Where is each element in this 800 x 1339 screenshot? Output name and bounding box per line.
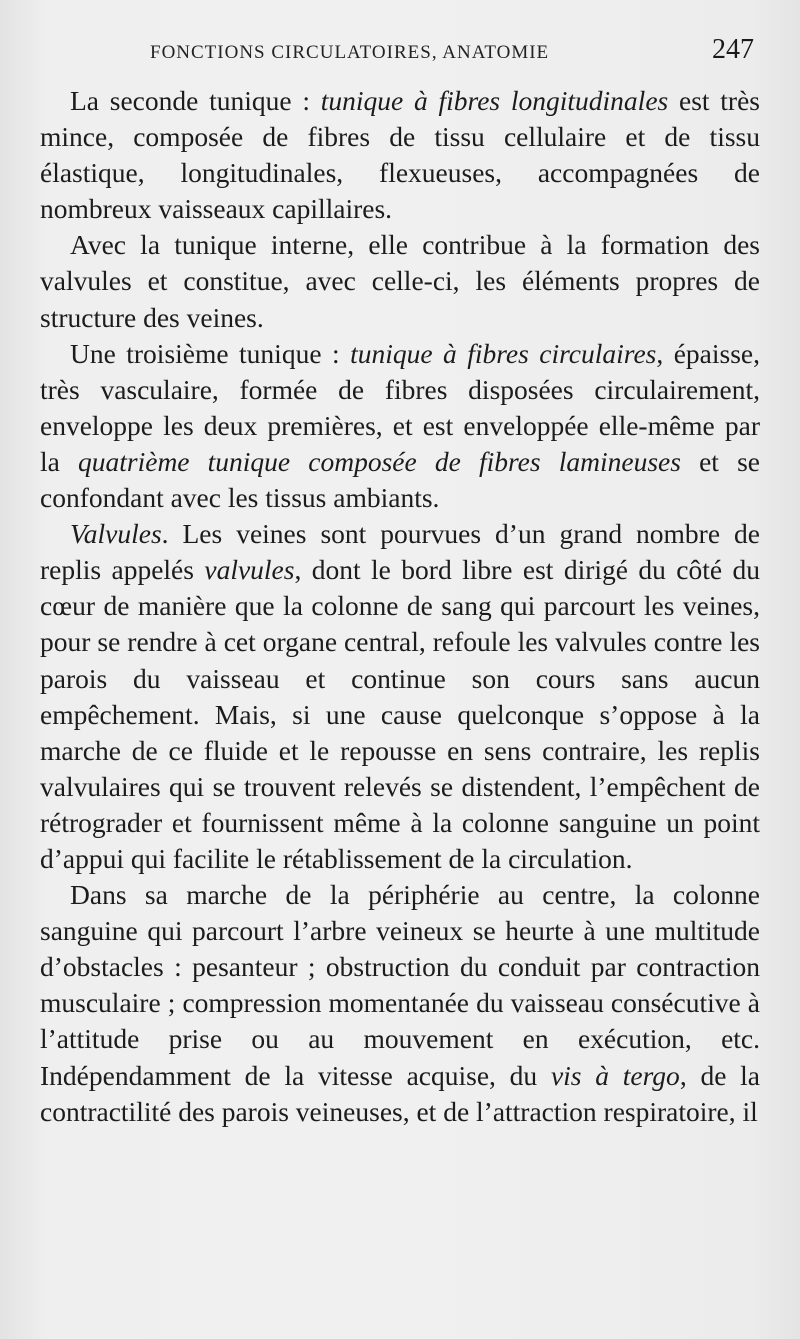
text-run: . Les veines sont pourvues d’un grand nombre de replis appelés bbox=[40, 518, 760, 586]
italic-term: vis à tergo bbox=[550, 1059, 680, 1091]
page-header bbox=[40, 34, 760, 74]
paragraph-venous-flow bbox=[40, 877, 760, 1130]
paragraph-second-tunic bbox=[40, 83, 760, 227]
paragraph-valvules bbox=[40, 516, 760, 877]
text-run: , épaisse, très vasculaire, formée de fibres disposées circulairement, enveloppe les deux premières, et est enveloppée elle-même par la bbox=[40, 337, 760, 477]
italic-term: tunique à fibres longitudinales bbox=[320, 85, 669, 116]
text-run: et se confondant avec les tissus ambiants. bbox=[40, 445, 760, 514]
italic-term: valvules bbox=[204, 554, 295, 586]
paragraph-internal-tunic bbox=[40, 227, 760, 335]
paragraph-third-tunic bbox=[40, 336, 760, 516]
text-run: Une troisième tunique : bbox=[70, 337, 351, 369]
text-run: Dans sa marche de la périphérie au centre, la colonne sanguine qui parcourt l’arbre veineux se heurte à une multitude d’obstacles : pesanteur ; obstruction du conduit par contraction musculaire ; compression momentanée du vaisseau consécutive à l’attitude prise ou au mouvement en exécution, etc. Indépendamment de la vitesse acquise, du bbox=[40, 879, 760, 1091]
running-title: FONCTIONS CIRCULATOIRES, ANATOMIE bbox=[150, 42, 550, 63]
italic-term: quatrième tunique composée de fibres lamineuses bbox=[78, 445, 681, 477]
text-run: La seconde tunique : bbox=[70, 85, 321, 116]
page-number: 247 bbox=[712, 34, 754, 65]
page-body bbox=[40, 83, 760, 1130]
text-run: , de la contractilité des parois veineuses, et de l’attraction respiratoire, il bbox=[40, 1059, 761, 1127]
italic-term: Valvules bbox=[70, 518, 162, 550]
italic-term: tunique à fibres circulaires bbox=[350, 337, 657, 369]
text-run: est très mince, composée de fibres de tissu cellulaire et de tissu élastique, longitudinales, flexueuses, accompagnées de nombreux vaisseaux capillaires. bbox=[40, 85, 761, 225]
text-run: Avec la tunique interne, elle contribue à la formation des valvules et constitue, avec celle-ci, les éléments propres de structure des veines. bbox=[40, 229, 760, 333]
text-run: , dont le bord libre est dirigé du côté du cœur de manière que la colonne de sang qui parcourt les veines, pour se rendre à cet organe central, refoule les valvules contre les parois du vaisseau et continue son cours sans aucun empêchement. Mais, si une cause quelconque s’oppose à la marche de ce fluide et le repousse en sens contraire, les replis valvulaires qui se trouvent relevés se distendent, l’empêchent de rétrograder et fournissent même à la colonne sanguine un point d’appui qui facilite le rétablissement de la circulation. bbox=[40, 554, 760, 874]
